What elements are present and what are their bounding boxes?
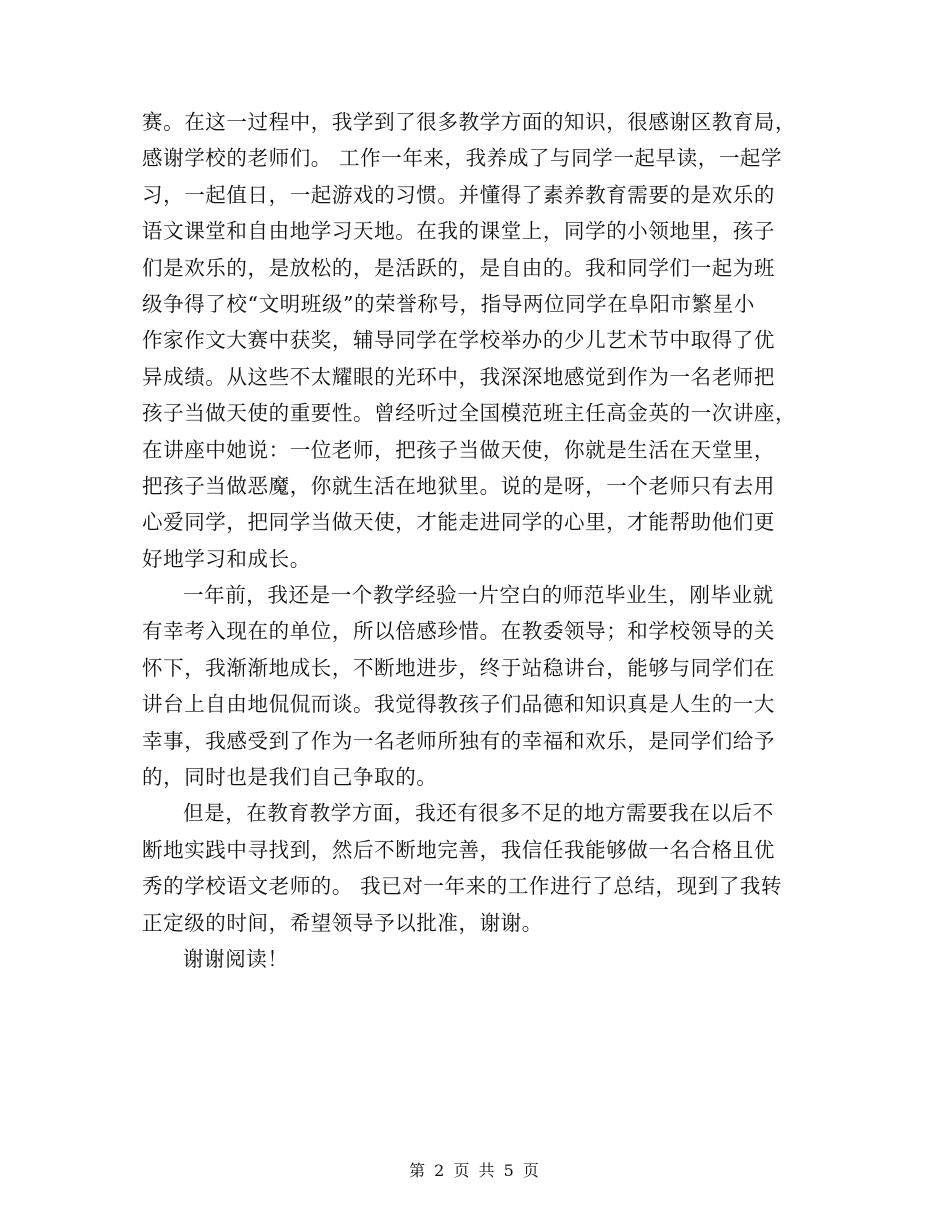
text-line: 孩子当做天使的重要性。曾经听过全国模范班主任高金英的一次讲座， [142, 401, 797, 426]
text-line: 异成绩。从这些不太耀眼的光环中，我深深地感觉到作为一名老师把 [142, 364, 775, 389]
text-line: 级争得了校“文明班级”的荣誉称号，指导两位同学在阜阳市繁星小 [142, 291, 755, 316]
text-line: 但是，在教育教学方面，我还有很多不足的地方需要我在以后不 [183, 801, 774, 826]
text-line: 怀下，我渐渐地成长，不断地进步，终于站稳讲台，能够与同学们在 [142, 655, 775, 680]
text-line: 谢谢阅读！ [183, 946, 289, 971]
text-line: 习，一起值日，一起游戏的习惯。并懂得了素养教育需要的是欢乐的 [142, 182, 775, 207]
text-line: 作家作文大赛中获奖，辅导同学在学校举办的少儿艺术节中取得了优 [142, 328, 775, 353]
body-text [142, 104, 802, 977]
text-line: 秀的学校语文老师的。 我已对一年来的工作进行了总结，现到了我转 [142, 874, 783, 899]
text-line: 幸事，我感受到了作为一名老师所独有的幸福和欢乐，是同学们给予 [142, 728, 775, 753]
text-line: 的，同时也是我们自己争取的。 [142, 765, 438, 790]
text-line: 正定级的时间，希望领导予以批准，谢谢。 [142, 910, 543, 935]
page-number-footer: 第 2 页 共 5 页 [409, 1161, 541, 1180]
text-line: 语文课堂和自由地学习天地。在我的课堂上，同学的小领地里，孩子 [142, 219, 775, 244]
text-line: 断地实践中寻找到，然后不断地完善，我信任我能够做一名合格且优 [142, 837, 775, 862]
text-line: 感谢学校的老师们。 工作一年来，我养成了与同学一起早读，一起学 [142, 146, 783, 171]
text-line: 心爱同学，把同学当做天使，才能走进同学的心里，才能帮助他们更 [142, 510, 775, 535]
text-line: 讲台上自由地侃侃而谈。我觉得教孩子们品德和知识真是人生的一大 [142, 692, 775, 717]
text-line: 把孩子当做恶魔，你就生活在地狱里。说的是呀，一个老师只有去用 [142, 473, 775, 498]
text-line: 有幸考入现在的单位，所以倍感珍惜。在教委领导；和学校领导的关 [142, 619, 775, 644]
text-line: 一年前，我还是一个教学经验一片空白的师范毕业生，刚毕业就 [183, 583, 774, 608]
text-line: 们是欢乐的，是放松的，是活跃的，是自由的。我和同学们一起为班 [142, 255, 775, 280]
text-line: 赛。在这一过程中，我学到了很多教学方面的知识，很感谢区教育局， [142, 110, 797, 134]
text-line: 好地学习和成长。 [142, 546, 311, 571]
text-line: 在讲座中她说：一位老师，把孩子当做天使，你就是生活在天堂里， [142, 437, 775, 462]
